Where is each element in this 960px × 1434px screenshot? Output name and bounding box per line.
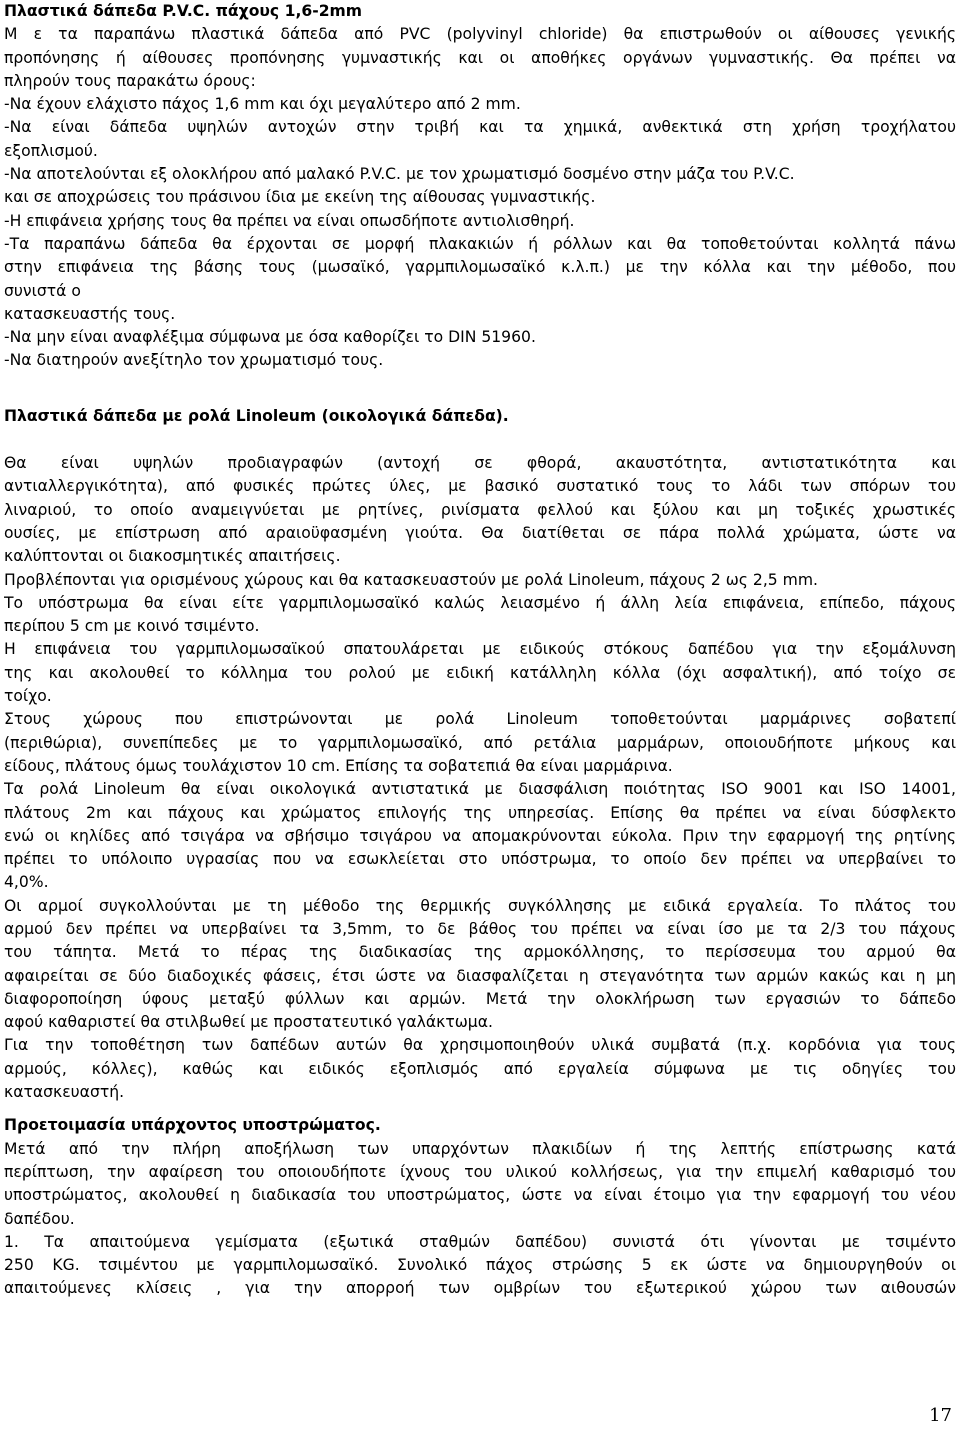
- text-line: Για την τοποθέτηση των δαπέδων αυτών θα χρησιμοποιηθούν υλικά συμβατά (π.χ. κορδόνια για τους: [4, 1036, 956, 1055]
- text-line: αντιαλλεργικότητα), από φυσικές πρώτες ύλες, με βασικό συστατικό τους το λάδι των σπόρων του: [4, 477, 956, 496]
- text-line: κατασκευαστής τους.: [4, 304, 176, 323]
- text-line: Οι αρμοί συγκολλούνται με τη μέθοδο της θερμικής συγκόλλησης με ειδικά εργαλεία. Το πλάτος του: [4, 896, 956, 915]
- text-line: Μετά από την πλήρη αποξήλωση των υπαρχόντων πλακιδίων ή της λεπτής επίστρωσης κατά: [4, 1139, 956, 1158]
- text-line: κατασκευαστή.: [4, 1083, 125, 1102]
- text-line: περίπτωση, την αφαίρεση του οποιουδήποτε ίχνους του υλικού κολλήσεως, για την επιμελή καθαρισμό του: [4, 1162, 956, 1181]
- text-line: στην επιφάνεια της βάσης τους (μωσαϊκό, γαρμπιλομωσαϊκό κ.λ.π.) με την κόλλα και την μέθοδο, που: [4, 258, 956, 277]
- text-line: της και ακολουθεί το κόλλημα του ρολού με ειδική κατάλληλη κόλλα (όχι ασφαλτική), από τοίχο σε: [4, 663, 956, 682]
- text-line: απαιτούμενες κλίσεις , για την απορροή των ομβρίων του εξωτερικού χώρου των αιθουσών: [4, 1279, 956, 1298]
- text-line: -Να διατηρούν ανεξίτηλο τον χρωματισμό τους.: [4, 351, 384, 370]
- text-line: ενώ οι κηλίδες από τσιγάρα να σβήσιμο τσιγάρου να απομακρύνονται εύκολα. Πριν την εφαρμογή της ρητίνης: [4, 826, 956, 845]
- text-line: 1. Τα απαιτούμενα γεμίσματα (εξωτικά σταθμών δαπέδου) συνιστά ότι γίνονται με τσιμέντο: [4, 1232, 956, 1251]
- text-line: και σε αποχρώσεις του πράσινου ίδια με εκείνη της αίθουσας γυμναστικής.: [4, 188, 596, 207]
- page-number: 17: [929, 1405, 952, 1426]
- text-line: περίπου 5 cm με κοινό τσιμέντο.: [4, 617, 260, 636]
- text-line: Στους χώρους που επιστρώνονται με ρολά Linoleum τοποθετούνται μαρμάρινες σοβατεπί: [4, 710, 956, 729]
- text-line: αρμούς, κόλλες), καθώς και ειδικός εξοπλισμός από εργαλεία σύμφωνα με τις οδηγίες του: [4, 1059, 956, 1078]
- spacer: [4, 373, 956, 405]
- text-line: -Να είναι δάπεδα υψηλών αντοχών στην τριβή και τα χημικά, ανθεκτικά στη χρήση τροχήλατου: [4, 118, 956, 137]
- text-line: δαπέδου.: [4, 1209, 75, 1228]
- text-line: ουσίες, με επίστρωση από αραιοϋφασμένη γιούτα. Θα διατίθεται σε πάρα πολλά χρώματα, ώστε να: [4, 523, 956, 542]
- text-line: πρέπει το υπόλοιπο υγρασίας που να εσωκλείεται στο υπόστρωμα, το οποίο δεν πρέπει να υπερβαίνει το: [4, 850, 956, 869]
- text-line: -Να αποτελούνται εξ ολοκλήρου από μαλακό P.V.C. με τον χρωματισμό δοσμένο στην μάζα του P.V.C.: [4, 165, 795, 184]
- text-line: Τα ρολά Linoleum θα είναι οικολογικά αντιστατικά με διασφάλιση ποιότητας ISO 9001 και ISO 14001,: [4, 780, 956, 799]
- text-line: αρμού δεν πρέπει να υπερβαίνει τα 3,5mm, το δε βάθος του πρέπει να είναι ίσο με τα 2/3 του πάχους: [4, 919, 956, 938]
- section-heading-preparation: Προετοιμασία υπάρχοντος υποστρώματος.: [4, 1116, 381, 1135]
- spacer: [4, 1104, 956, 1114]
- text-line: πληρούν τους παρακάτω όρους:: [4, 71, 256, 90]
- section-heading-pvc: Πλαστικά δάπεδα P.V.C. πάχους 1,6-2mm: [4, 2, 363, 20]
- text-line: συνιστά ο: [4, 281, 81, 300]
- text-line: Θα είναι υψηλών προδιαγραφών (αντοχή σε φθορά, ακαυστότητα, αντιστατικότητα και: [4, 454, 956, 473]
- text-line: τοίχο.: [4, 687, 52, 706]
- text-line: 250 KG. τσιμέντου με γαρμπιλομωσαϊκό. Συνολικό πάχος στρώσης 5 εκ ώστε να δημιουργηθούν οι: [4, 1256, 956, 1275]
- text-line: Μ ε τα παραπάνω πλαστικά δάπεδα από PVC (polyvinyl chloride) θα επιστρωθούν οι αίθουσες γενικής: [4, 25, 956, 44]
- text-line: υποστρώματος, ακολουθεί η διαδικασία του υποστρώματος, ώστε να είναι έτοιμο για την εφαρμογή του νέου: [4, 1186, 956, 1205]
- text-line: του τάπητα. Μετά το πέρας της διαδικασίας της αρμοκόλλησης, το περίσσευμα του αρμού θα: [4, 943, 956, 962]
- section-heading-linoleum: Πλαστικά δάπεδα με ρολά Linoleum (οικολογικά δάπεδα).: [4, 406, 509, 425]
- text-line: -Να έχουν ελάχιστο πάχος 1,6 mm και όχι μεγαλύτερο από 2 mm.: [4, 95, 521, 114]
- text-line: αφαιρείται σε δύο διαδοχικές φάσεις, έτσι ώστε να διασφαλίζεται η στεγανότητα των αρμών κακώς και η μη: [4, 966, 956, 985]
- text-line: είδους, πλάτους όμως τουλάχιστον 10 cm. Επίσης τα σοβατεπιά θα είναι μαρμάρινα.: [4, 756, 673, 775]
- text-line: -Η επιφάνεια χρήσης τους θα πρέπει να είναι οπωσδήποτε αντιολισθηρή.: [4, 211, 575, 230]
- text-line: Το υπόστρωμα θα είναι είτε γαρμπιλομωσαϊκό καλώς λειασμένο ή άλλη λεία επιφάνεια, επίπεδο, πάχους: [4, 593, 956, 612]
- text-line: -Να μην είναι αναφλέξιμα σύμφωνα με όσα καθορίζει το DIN 51960.: [4, 328, 536, 347]
- document-page: [4, 0, 956, 1301]
- text-line: (περιθώρια), συνεπίπεδες με το γαρμπιλομωσαϊκό, από ρετάλια μαρμάρων, οποιουδήποτε μήκους και: [4, 733, 956, 752]
- text-line: -Τα παραπάνω δάπεδα θα έρχονται σε μορφή πλακακιών ή ρόλλων και θα τοποθετούνται κολλητά πάνω: [4, 234, 956, 253]
- text-line: εξοπλισμού.: [4, 141, 98, 160]
- spacer: [4, 428, 956, 452]
- text-line: λιναριού, το οποίο αναμειγνύεται με ρητίνες, ρινίσματα φελλού και ξύλου και μη τοξικές χρωστικές: [4, 500, 956, 519]
- text-line: καλύπτονται οι διακοσμητικές απαιτήσεις.: [4, 547, 341, 566]
- text-line: διαφοροποίηση ύφους μεταξύ φύλλων και αρμών. Μετά την ολοκλήρωση των εργασιών το δάπεδο: [4, 989, 956, 1008]
- text-line: 4,0%.: [4, 873, 49, 892]
- text-line: Προβλέπονται για ορισμένους χώρους και θα κατασκευαστούν με ρολά Linoleum, πάχους 2 ως 2,5 mm.: [4, 570, 818, 589]
- text-line: προπόνησης ή αίθουσες προπόνησης γυμναστικής και οι αποθήκες οργάνων γυμναστικής. Θα πρέπει να: [4, 48, 956, 67]
- text-line: Η επιφάνεια του γαρμπιλομωσαϊκού σπατουλάρεται με ειδικούς στόκους δαπέδου για την εξομάλυνση: [4, 640, 956, 659]
- text-line: αφού καθαριστεί θα στιλβωθεί με προστατευτικό γαλάκτωμα.: [4, 1013, 493, 1032]
- text-line: πλάτους 2m και πάχους και χρώματος επιλογής της υπηρεσίας. Επίσης θα πρέπει να είναι δύσφλεκτο: [4, 803, 956, 822]
